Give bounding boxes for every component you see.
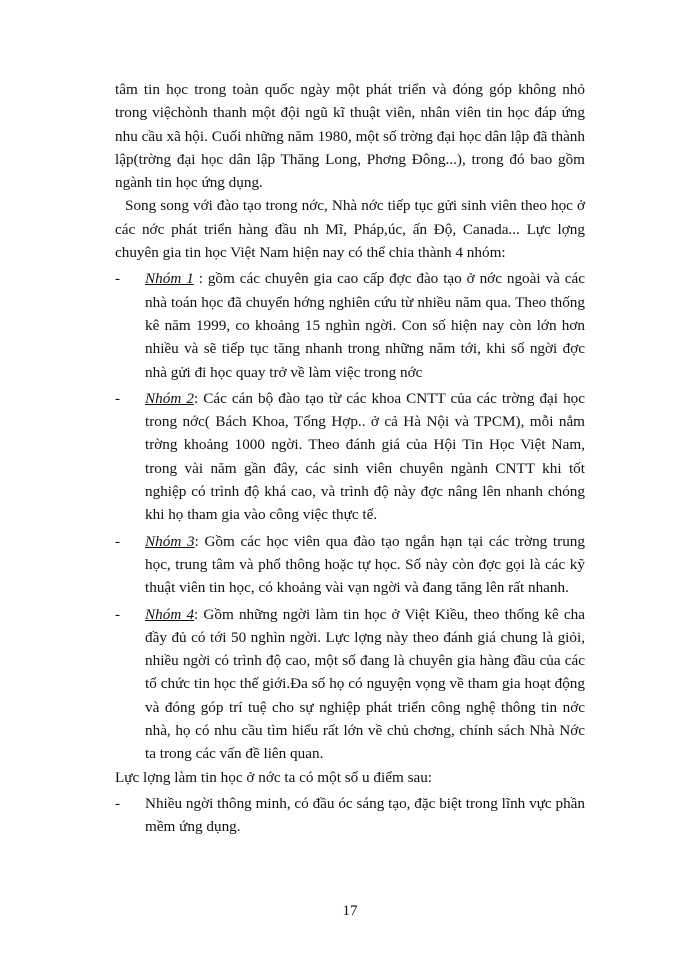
dash-bullet: - xyxy=(115,389,121,407)
group-label: Nhóm 2 xyxy=(145,389,194,407)
dash-bullet: - xyxy=(115,605,121,623)
paragraph-1: tâm tin học trong toàn quốc ngày một phát triển và đóng góp không nhỏ trong việchònh thanh một đội ngũ kĩ thuật viên, nhân viên tin học đáp ứng nhu cầu xã hội. Cuối những năm 1980, một số trờng đại học dân lập đã thành lập(trờng đại học dân lập Thăng Long, Phơng Đông...), trong đó bao gồm ngành tin học ứng dụng. xyxy=(115,81,585,192)
group-item-3 xyxy=(115,530,585,600)
page-number: 17 xyxy=(342,903,358,919)
paragraph-2: Song song với đào tạo trong nớc, Nhà nớc tiếp tục gửi sinh viên theo học ở các nớc phát triển hàng đầu nh Mĩ, Pháp,úc, ấn Độ, Canada... Lực lợng chuyên gia tin học Việt Nam hiện nay có thể chia thành 4 nhóm: xyxy=(115,197,585,262)
group-text: : gồm các chuyên gia cao cấp đợc đào tạo ở nớc ngoài và các nhà toán học đã chuyển hớng nghiên cứu từ nhiều năm qua. Theo thống kê năm 1999, co khoảng 15 nghìn ngời. Con số hiện nay còn lớn hơn nhiều và sẽ tiếp tục tăng nhanh trong những năm tới, khi số ngời đợc nhà gửi đi học quay trở về làm việc trong nớc xyxy=(145,270,585,381)
dash-bullet: - xyxy=(115,794,121,812)
group-text: : Các cán bộ đào tạo từ các khoa CNTT của các trờng đại học trong nớc( Bách Khoa, Tổng Hợp.. ở cả Hà Nội và TPCM), mỗi nẳm trờng khoảng 1000 ngời. Theo đánh giá của Hội Tin Học Việt Nam, trong vài năm gần đây, các sinh viên chuyên ngành CNTT khi tốt nghiệp có trình độ khá cao, và trình độ này đợc nâng lên nhanh chóng khi họ tham gia vào công việc thực tế. xyxy=(145,389,585,524)
group-label: Nhóm 1 xyxy=(145,270,194,288)
advantage-list xyxy=(115,792,585,839)
group-text: : Gồm các học viên qua đào tạo ngắn hạn tại các trờng trung học, trung tâm và phổ thông hoặc tự học. Số này còn đợc gọi là các kỹ thuật viên tin học, có khoảng vài vạn ngời và đang tăng lên rất nhanh. xyxy=(145,532,585,597)
group-list xyxy=(115,267,585,765)
group-text: : Gồm những ngời làm tin học ở Việt Kiều, theo thống kê cha đầy đủ có tới 50 nghìn ngời. Lực lợng này theo đánh giá chung là giỏi, nhiều ngời có trình độ cao, một số đang là chuyên gia hàng đầu của các tổ chức tin học thế giới.Đa số họ có nguyện vọng về tham gia hoạt động và đóng góp trí tuệ cho sự nghiệp phát triển công nghệ thông tin nớc nhà, họ có nhu cầu tìm hiểu rất lớn về chủ chơng, chính sách Nhà Nớc ta trong các vấn đề liên quan. xyxy=(145,605,585,763)
advantage-text: Nhiều ngời thông minh, có đầu óc sáng tạo, đặc biệt trong lĩnh vực phần mềm ứng dụng. xyxy=(145,794,585,836)
body-text xyxy=(115,78,585,839)
dash-bullet: - xyxy=(115,270,121,288)
group-label: Nhóm 4 xyxy=(145,605,195,623)
advantages-intro: Lực lợng làm tin học ở nớc ta có một số u điểm sau: xyxy=(115,768,433,786)
dash-bullet: - xyxy=(115,532,121,550)
group-item-2 xyxy=(115,387,585,527)
group-item-1 xyxy=(115,267,585,383)
advantage-item-1 xyxy=(115,792,585,839)
group-item-4 xyxy=(115,603,585,766)
group-label: Nhóm 3 xyxy=(145,532,195,550)
